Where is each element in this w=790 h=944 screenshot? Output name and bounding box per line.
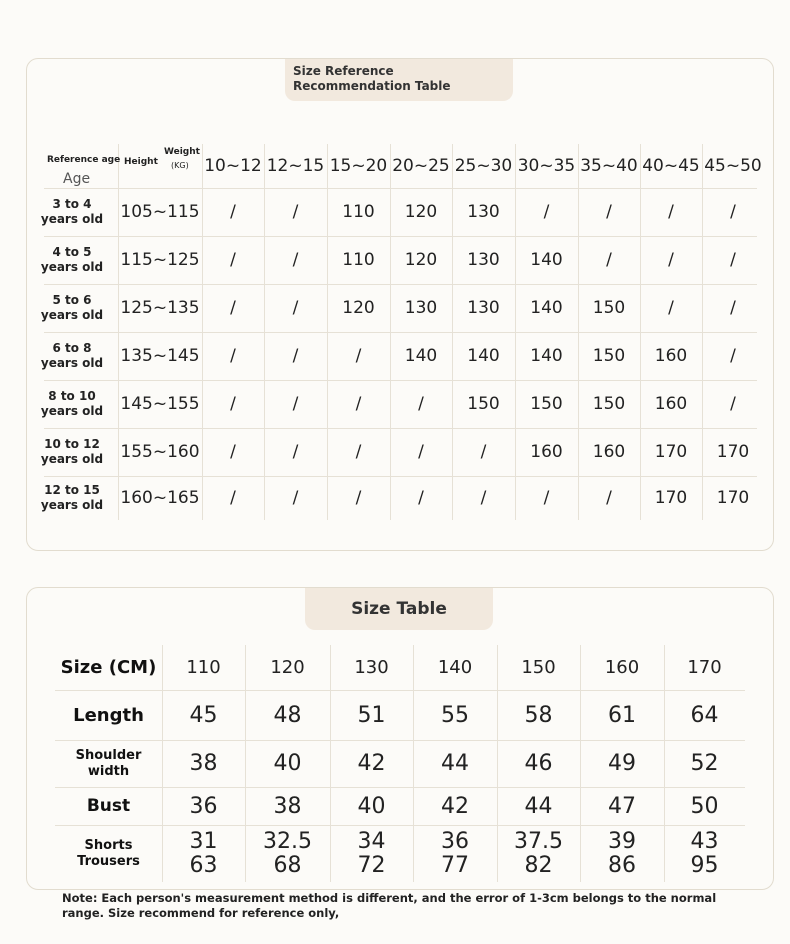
measurement-value bbox=[245, 825, 330, 882]
age-range-line: 12 to 15 bbox=[44, 483, 100, 497]
age-range-line: years old bbox=[40, 404, 104, 418]
size-column-header: 150 bbox=[521, 657, 556, 678]
reference-table-title: Size Reference Recommendation Table bbox=[285, 59, 513, 101]
measurement-value-trousers: 86 bbox=[608, 852, 636, 878]
measurement-value: 40 bbox=[273, 751, 302, 776]
size-column-header: 160 bbox=[604, 657, 640, 678]
measurement-value bbox=[330, 825, 413, 882]
recommended-size-cell: / bbox=[230, 442, 236, 462]
size-header-label: Size (CM) bbox=[60, 657, 157, 678]
size-column-header: 110 bbox=[186, 657, 221, 678]
recommended-size-cell: 120 bbox=[404, 250, 438, 270]
recommended-size-cell: 150 bbox=[592, 298, 626, 318]
recommended-size-cell: / bbox=[292, 442, 299, 462]
recommended-size-cell: 140 bbox=[530, 250, 563, 270]
age-range-line: years old bbox=[40, 212, 104, 226]
age-range-line: 10 to 12 bbox=[44, 437, 100, 451]
age-range-line: 3 to 4 bbox=[52, 197, 92, 211]
age-range-line: years old bbox=[40, 260, 104, 274]
measurement-value: 44 bbox=[441, 751, 469, 776]
age-range-cell bbox=[26, 236, 118, 284]
weight-column-header: 10~12 bbox=[204, 156, 262, 176]
recommended-size-cell: / bbox=[355, 442, 362, 462]
recommended-size-cell: / bbox=[418, 394, 424, 414]
recommended-size-cell: / bbox=[668, 298, 674, 318]
recommended-size-cell: / bbox=[730, 346, 736, 366]
measurement-value-shorts: 37.5 bbox=[514, 828, 563, 854]
recommended-size-cell: 150 bbox=[530, 394, 563, 414]
measurement-label-line: Length bbox=[73, 704, 144, 726]
reference-age-label: Reference age bbox=[47, 155, 121, 165]
recommended-size-cell: / bbox=[292, 250, 299, 270]
recommended-size-cell: / bbox=[606, 250, 612, 270]
recommended-size-cell: / bbox=[292, 346, 299, 366]
recommended-size-cell: / bbox=[730, 298, 736, 318]
age-range-line: years old bbox=[40, 498, 104, 512]
recommended-size-cell: 150 bbox=[592, 394, 626, 414]
recommended-size-cell: 110 bbox=[342, 202, 375, 222]
size-column-header: 140 bbox=[437, 657, 473, 678]
recommended-size-cell: 110 bbox=[342, 250, 375, 270]
weight-column-header: 35~40 bbox=[580, 156, 638, 176]
recommended-size-cell: 130 bbox=[404, 298, 438, 318]
measurement-value: 61 bbox=[608, 702, 636, 728]
recommended-size-cell: 170 bbox=[654, 442, 688, 462]
measurement-value: 42 bbox=[357, 751, 386, 776]
measurement-value bbox=[580, 825, 664, 882]
age-range-cell bbox=[26, 380, 118, 428]
recommended-size-cell: 150 bbox=[467, 394, 500, 414]
measurement-value: 44 bbox=[524, 793, 553, 819]
recommended-size-cell: / bbox=[292, 298, 299, 318]
measurement-label-line: Shoulder bbox=[75, 747, 142, 763]
measurement-value: 46 bbox=[524, 751, 553, 776]
size-column-header: 170 bbox=[687, 657, 722, 678]
recommended-size-cell: / bbox=[668, 250, 674, 270]
recommended-size-cell: 140 bbox=[404, 346, 438, 366]
weight-column-header: 15~20 bbox=[329, 156, 388, 176]
recommended-size-cell: / bbox=[292, 488, 299, 508]
measurement-label bbox=[55, 690, 162, 740]
height-range-cell: 115~125 bbox=[120, 250, 200, 270]
recommended-size-cell: 160 bbox=[654, 346, 688, 366]
kg-label: (KG) bbox=[171, 161, 189, 170]
weight-column-header: 12~15 bbox=[266, 156, 325, 176]
measurement-value: 36 bbox=[189, 793, 218, 819]
measurement-label bbox=[55, 825, 162, 882]
weight-column-header: 20~25 bbox=[392, 156, 450, 176]
measurement-value: 47 bbox=[608, 793, 636, 819]
recommended-size-cell: 150 bbox=[592, 346, 626, 366]
recommended-size-cell: 130 bbox=[467, 298, 500, 318]
age-range-line: 8 to 10 bbox=[48, 389, 96, 403]
measurement-value: 38 bbox=[189, 751, 218, 776]
recommended-size-cell: / bbox=[230, 298, 236, 318]
recommended-size-cell: 120 bbox=[404, 202, 438, 222]
age-range-line: years old bbox=[40, 308, 104, 322]
measurement-value-trousers: 63 bbox=[189, 852, 218, 878]
recommended-size-cell: / bbox=[355, 488, 362, 508]
age-range-line: 4 to 5 bbox=[52, 245, 92, 259]
recommended-size-cell: / bbox=[606, 202, 612, 222]
recommended-size-cell: / bbox=[230, 394, 236, 414]
recommended-size-cell: 140 bbox=[530, 298, 563, 318]
measurement-value: 40 bbox=[357, 793, 386, 819]
measurement-value-trousers: 72 bbox=[357, 852, 386, 878]
recommended-size-cell: / bbox=[606, 488, 612, 508]
measurement-value bbox=[664, 825, 745, 882]
measurement-note: Note: Each person's measurement method is different, and the error of 1-3cm belongs to the normal range. Size recommend for reference only, bbox=[62, 891, 717, 920]
measurement-value bbox=[162, 825, 245, 882]
recommended-size-cell: 170 bbox=[716, 442, 750, 462]
recommended-size-cell: 130 bbox=[467, 202, 500, 222]
measurement-value: 48 bbox=[273, 702, 302, 728]
recommended-size-cell: / bbox=[668, 202, 674, 222]
recommended-size-cell: / bbox=[480, 488, 487, 508]
recommended-size-cell: 170 bbox=[716, 488, 750, 508]
height-range-cell: 155~160 bbox=[120, 442, 200, 462]
measurement-value: 45 bbox=[189, 702, 218, 728]
measurement-value: 38 bbox=[273, 793, 302, 819]
recommended-size-cell: 160 bbox=[530, 442, 563, 462]
age-range-line: years old bbox=[40, 452, 104, 466]
recommended-size-cell: / bbox=[230, 202, 236, 222]
recommended-size-cell: / bbox=[230, 346, 236, 366]
age-range-cell bbox=[26, 428, 118, 476]
measurement-value-trousers: 95 bbox=[690, 852, 719, 878]
measurement-value: 55 bbox=[441, 702, 469, 728]
measurement-label-line: width bbox=[87, 763, 130, 779]
recommended-size-cell: / bbox=[543, 202, 550, 222]
age-range-cell bbox=[26, 284, 118, 332]
size-column-header: 130 bbox=[354, 657, 389, 678]
weight-label: Weight bbox=[164, 147, 200, 157]
recommended-size-cell: 160 bbox=[592, 442, 626, 462]
recommended-size-cell: / bbox=[730, 394, 736, 414]
measurement-value-shorts: 32.5 bbox=[263, 828, 312, 854]
measurement-value: 49 bbox=[608, 751, 636, 776]
height-label: Height bbox=[124, 157, 158, 167]
recommended-size-cell: / bbox=[355, 394, 362, 414]
measurement-label bbox=[55, 740, 162, 787]
weight-column-header: 40~45 bbox=[642, 156, 700, 176]
age-range-cell bbox=[26, 188, 118, 236]
recommended-size-cell: / bbox=[230, 488, 236, 508]
recommended-size-cell: 130 bbox=[467, 250, 500, 270]
measurement-label bbox=[55, 787, 162, 825]
measurement-value: 42 bbox=[441, 793, 469, 819]
measurement-value: 64 bbox=[690, 702, 719, 728]
measurement-value-trousers: 77 bbox=[441, 852, 469, 878]
measurement-value-shorts: 39 bbox=[608, 828, 636, 854]
measurement-value: 50 bbox=[690, 793, 719, 819]
recommended-size-cell: / bbox=[292, 394, 299, 414]
measurement-value-trousers: 82 bbox=[524, 852, 553, 878]
recommended-size-cell: / bbox=[418, 442, 424, 462]
recommended-size-cell: / bbox=[230, 250, 236, 270]
height-range-cell: 125~135 bbox=[120, 298, 200, 318]
height-range-cell: 105~115 bbox=[120, 202, 200, 222]
measurement-label-line: Trousers bbox=[77, 853, 140, 869]
measurement-value: 52 bbox=[690, 751, 719, 776]
height-range-cell: 160~165 bbox=[120, 488, 200, 508]
weight-column-header: 45~50 bbox=[704, 156, 762, 176]
age-label: Age bbox=[63, 171, 91, 187]
recommended-size-cell: / bbox=[355, 346, 362, 366]
size-column-header: 120 bbox=[270, 657, 305, 678]
measurement-value: 51 bbox=[357, 702, 386, 728]
recommended-size-cell: / bbox=[292, 202, 299, 222]
age-range-line: 6 to 8 bbox=[52, 341, 92, 355]
weight-column-header: 30~35 bbox=[517, 156, 576, 176]
measurement-value bbox=[413, 825, 497, 882]
measurement-value-shorts: 36 bbox=[441, 828, 469, 854]
measurement-value: 58 bbox=[524, 702, 553, 728]
measurement-value-shorts: 43 bbox=[690, 828, 719, 854]
measurement-value-trousers: 68 bbox=[273, 852, 302, 878]
measurement-value-shorts: 31 bbox=[189, 828, 218, 854]
recommended-size-cell: / bbox=[480, 442, 487, 462]
age-range-cell bbox=[26, 476, 118, 520]
age-range-cell bbox=[26, 332, 118, 380]
recommended-size-cell: / bbox=[418, 488, 424, 508]
recommended-size-cell: / bbox=[730, 202, 736, 222]
measurement-value-shorts: 34 bbox=[357, 828, 386, 854]
recommended-size-cell: 140 bbox=[530, 346, 563, 366]
recommended-size-cell: / bbox=[543, 488, 550, 508]
recommended-size-cell: / bbox=[730, 250, 736, 270]
weight-column-header: 25~30 bbox=[454, 156, 513, 176]
height-range-cell: 145~155 bbox=[120, 394, 200, 414]
measurement-label-line: Shorts bbox=[84, 837, 133, 853]
recommended-size-cell: 160 bbox=[654, 394, 688, 414]
height-range-cell: 135~145 bbox=[120, 346, 200, 366]
size-table-title: Size Table bbox=[305, 588, 493, 630]
measurement-label-line: Bust bbox=[86, 796, 131, 816]
age-range-line: years old bbox=[40, 356, 104, 370]
recommended-size-cell: 170 bbox=[654, 488, 688, 508]
measurement-value bbox=[497, 825, 580, 882]
recommended-size-cell: 120 bbox=[342, 298, 375, 318]
age-range-line: 5 to 6 bbox=[52, 293, 92, 307]
recommended-size-cell: 140 bbox=[467, 346, 500, 366]
